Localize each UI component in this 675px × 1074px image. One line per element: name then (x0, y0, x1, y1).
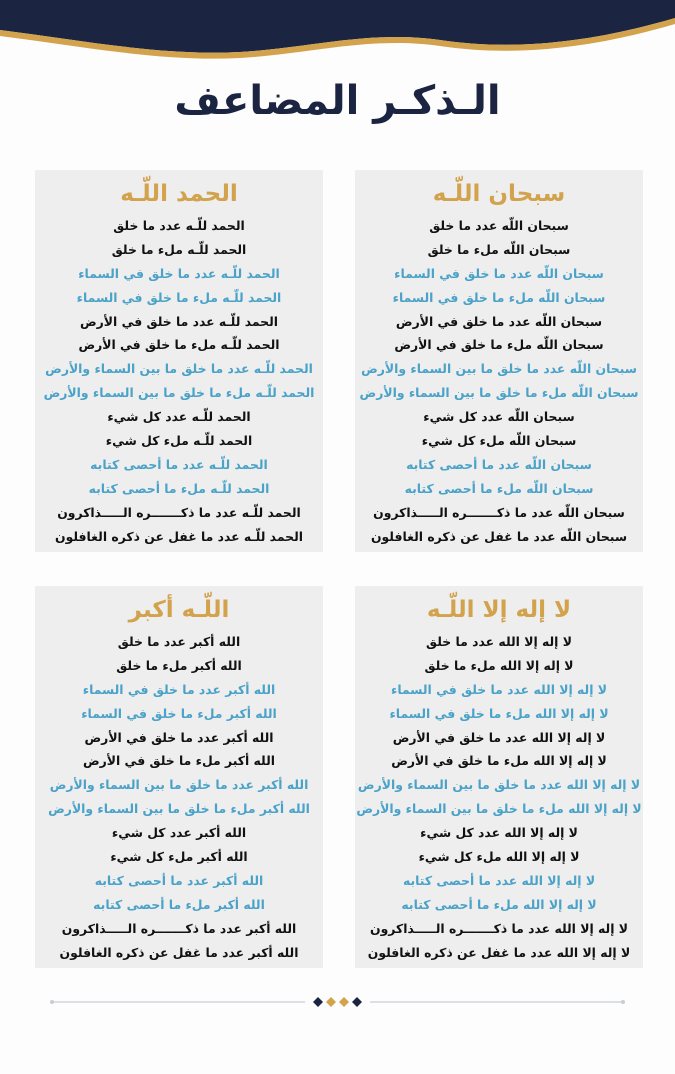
dhikr-line: لا إله إلا الله عدد ما غفل عن ذكره الغافلون (367, 944, 631, 960)
dhikr-line: الحمد للّـه ملء ما خلق في السماء (76, 289, 282, 305)
dhikr-line: الحمد للّـه عدد ما خلق ما بين السماء والأرض (45, 361, 313, 377)
dhikr-line: سبحان اللّه ملء كل شيء (421, 433, 577, 449)
dhikr-line: سبحان اللّه عدد كل شيء (423, 409, 575, 425)
dhikr-list (35, 214, 323, 548)
dhikr-line: سبحان اللّه عدد ما غفل عن ذكره الغافلون (370, 528, 628, 544)
dhikr-line: لا إله إلا الله ملء كل شيء (418, 849, 580, 865)
dhikr-line: لا إله إلا الله عدد ما أحصى كتابه (402, 872, 596, 888)
dhikr-line: الحمد للّـه عدد ما خلق في الأرض (79, 313, 279, 329)
dhikr-line: الله أكبر ملء ما خلق في الأرض (82, 753, 276, 769)
dhikr-line: سبحان اللّه ملء ما خلق في الأرض (394, 337, 604, 353)
dhikr-line: الحمد للّـه عدد ما غفل عن ذكره الغافلون (55, 528, 303, 544)
dhikr-line: سبحان اللّه عدد ما أحصى كتابه (406, 456, 592, 472)
card-subhan-allah (355, 170, 643, 552)
card-alhamdulillah (35, 170, 323, 552)
dhikr-line: الحمد للّـه ملء ما خلق ما بين السماء والأرض (43, 385, 315, 401)
dhikr-line: لا إله إلا الله عدد ما خلق (426, 634, 572, 649)
dhikr-line: سبحان اللّه عدد ما ذكـــــــره الـــــذاكرون (373, 504, 625, 520)
dhikr-line: الله أكبر عدد ما غفل عن ذكره الغافلون (59, 944, 299, 960)
dhikr-line: لا إله إلا الله ملء ما أحصى كتابه (401, 896, 597, 912)
dhikr-list (355, 630, 643, 964)
dhikr-line: لا إله إلا الله ملء ما خلق في السماء (389, 705, 609, 721)
dhikr-list (35, 630, 323, 964)
dhikr-line: الله أكبر عدد ما ذكـــــــره الـــــذاكرون (61, 920, 297, 936)
dhikr-line: سبحان اللّه ملء ما خلق في السماء (392, 289, 606, 305)
dhikr-line: الحمد للّـه ملء ما خلق في الأرض (78, 337, 280, 353)
dhikr-line: الحمد للّـه عدد ما ذكـــــــره الـــــذاكرون (57, 504, 301, 520)
card-title: اللّـه أكبر (128, 597, 230, 623)
dhikr-line: الحمد للّـه عدد ما خلق (113, 218, 245, 233)
dhikr-line: الله أكبر عدد ما خلق في الأرض (84, 729, 274, 745)
dhikr-line: الحمد للّـه ملء ما خلق (111, 241, 247, 257)
dhikr-line: الله أكبر عدد كل شيء (111, 825, 247, 841)
dhikr-line: سبحان اللّه ملء ما خلق (427, 241, 571, 257)
dhikr-line: الله أكبر ملء ما أحصى كتابه (93, 896, 265, 912)
dhikr-line: الله أكبر ملء ما خلق في السماء (81, 705, 277, 721)
dhikr-line: الله أكبر عدد ما خلق في السماء (82, 681, 276, 697)
dhikr-line: الحمد للّـه عدد ما أحصى كتابه (90, 456, 268, 472)
card-title: لا إله إلا اللّـه (426, 597, 572, 623)
dhikr-line: الله أكبر ملء ما خلق (116, 657, 242, 673)
dhikr-line: الحمد للّـه عدد كل شيء (107, 409, 251, 425)
dhikr-line: سبحان اللّه ملء ما خلق ما بين السماء والأرض (359, 385, 639, 401)
dhikr-line: سبحان اللّه عدد ما خلق ما بين السماء والأرض (361, 361, 637, 377)
card-la-ilaha-illallah (355, 586, 643, 968)
dhikr-line: سبحان اللّه عدد ما خلق في الأرض (395, 313, 603, 329)
dhikr-line: لا إله إلا الله عدد ما خلق في الأرض (392, 729, 606, 745)
dhikr-line: الحمد للّـه ملء كل شيء (105, 433, 253, 449)
dhikr-line: الله أكبر ملء كل شيء (110, 849, 248, 865)
dhikr-line: لا إله إلا الله ملء ما خلق في الأرض (391, 753, 607, 769)
top-wave-decoration (0, 0, 675, 70)
card-allahu-akbar (35, 586, 323, 968)
dhikr-line: لا إله إلا الله ملء ما خلق ما بين السماء والأرض (356, 801, 642, 817)
dhikr-list (355, 214, 643, 548)
dhikr-line: لا إله إلا الله عدد ما خلق في السماء (390, 681, 607, 697)
dhikr-line: الله أكبر عدد ما خلق (117, 634, 241, 649)
card-title: سبحان اللّـه (432, 181, 566, 207)
dhikr-line: الله أكبر ملء ما خلق ما بين السماء والأرض (48, 801, 310, 817)
dhikr-line: الله أكبر عدد ما أحصى كتابه (94, 872, 264, 888)
footer-divider (50, 994, 625, 1010)
dhikr-line: لا إله إلا الله ملء ما خلق (424, 657, 574, 673)
dhikr-line: الحمد للّـه ملء ما أحصى كتابه (88, 480, 270, 496)
dhikr-line: سبحان اللّه عدد ما خلق في السماء (394, 265, 604, 281)
dhikr-line: الحمد للّـه عدد ما خلق في السماء (78, 265, 280, 281)
card-title: الحمد اللّـه (120, 181, 238, 207)
dhikr-line: سبحان اللّه ملء ما أحصى كتابه (404, 480, 594, 496)
dhikr-line: لا إله إلا الله عدد ما خلق ما بين السماء والأرض (357, 777, 641, 793)
dhikr-line: الله أكبر عدد ما خلق ما بين السماء والأرض (49, 777, 309, 793)
dhikr-line: لا إله إلا الله عدد ما ذكـــــــره الـــــذاكرون (370, 920, 628, 936)
dhikr-line: سبحان اللّه عدد ما خلق (429, 218, 569, 233)
page-title: الـذكـر المضاعف (174, 78, 501, 124)
dhikr-line: لا إله إلا الله عدد كل شيء (420, 825, 578, 841)
